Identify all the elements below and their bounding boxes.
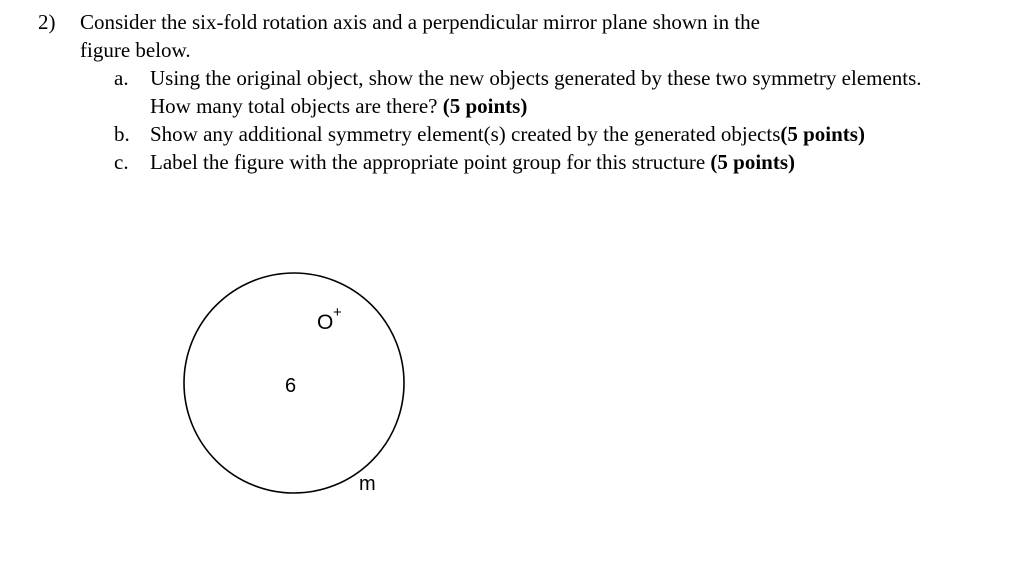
points-label: (5 points) [442,94,528,118]
question-number: 2) [38,10,56,34]
points-label: (5 points) [710,150,796,174]
original-object-symbol: O [317,311,334,334]
original-object-sign: + [333,304,342,321]
sub-question-body: Show any additional symmetry element(s) created by the generated objects [150,122,781,146]
points-label: (5 points) [780,122,865,146]
sub-question-letter: a. [114,66,129,90]
rotation-axis-label: 6 [285,375,297,397]
sub-question-body: Label the figure with the appropriate point group for this structure [150,150,706,174]
question-text-line-2: figure below. [80,38,191,62]
sub-question-letter: b. [114,122,130,146]
sub-question-body: Using the original object, show the new objects generated by these two symmetry elements. How many total objects are there? [150,66,922,118]
question-text-line-1: Consider the six-fold rotation axis and a perpendicular mirror plane shown in the [80,10,760,34]
mirror-plane-label: m [359,473,376,495]
sub-question-letter: c. [114,150,129,174]
